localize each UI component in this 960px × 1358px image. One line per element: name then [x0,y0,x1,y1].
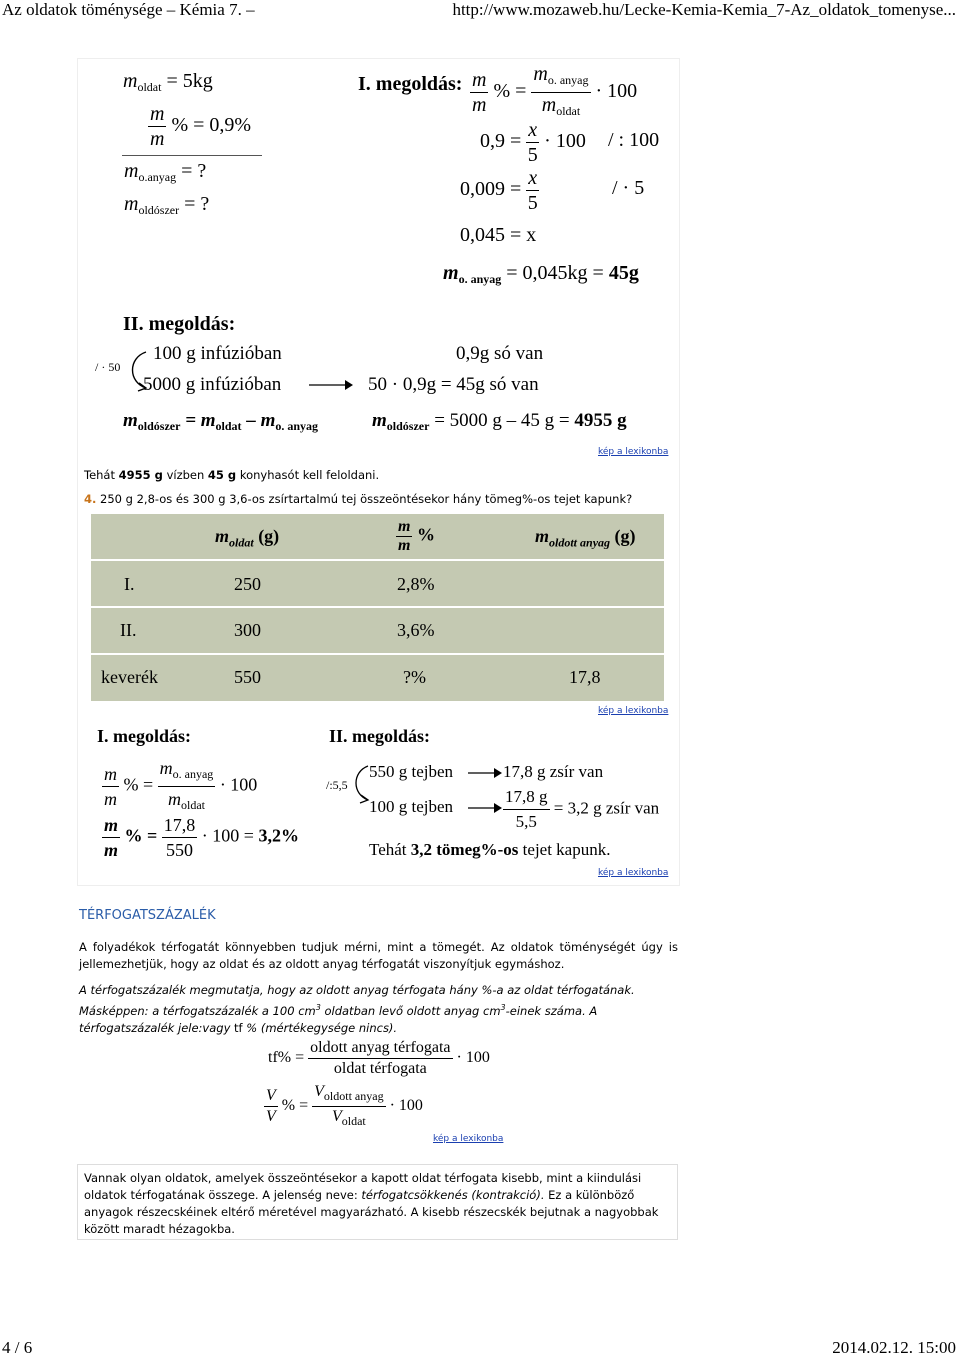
solution2-eq-left: $m_{oldószer} = m_{oldat} - m_{o. anyag}$ [123,410,319,433]
table-divider [91,653,664,655]
lexicon-link-2[interactable]: kép a lexikonba [598,706,669,716]
given-m-oldoszer: $m_{oldószer}$ = ? [124,193,210,217]
given-m-oldat: $m_{oldat} = 5kg$ [123,70,213,94]
solution1-title: I. megoldás: [358,73,463,95]
table-row-label: I. [124,574,135,594]
browser-page-url: http://www.mozaweb.hu/Lecke-Kemia-Kemia_7-Az_oldatok_tomenyse... [452,0,956,19]
solution1-row4: 0,045 = x [460,224,537,246]
table-row-label: keverék [101,667,158,687]
solution2-divider-label: / · 50 [95,360,121,374]
table-cell: 250 [234,574,261,594]
note-box [77,1164,678,1240]
question-4: 4. 250 g 2,8-os és 300 g 3,6-os zsírtartalmú tej összeöntésekor hány tömeg%-os tejet kapunk? [84,492,633,506]
table-row-label: II. [120,620,137,640]
section-title: TÉRFOGATSZÁZALÉK [79,908,216,923]
formula-tf-percent: tf% = $\frac{\text{oldott anyag térfogata}}{\text{oldat térfogata}}$ · 100 [268,1039,490,1077]
table-header-m-oldott: $m_{oldott anyag}$ (g) [535,526,636,550]
fig2-solution1-title: I. megoldás: [97,726,191,746]
solution2-title: II. megoldás: [123,313,236,335]
solution1-row5: $m_{o. anyag} = 0,045kg = 45g$ [443,262,639,286]
solution2-arrow [309,378,355,392]
browser-page-title: Az oldatok töménysége – Kémia 7. – [2,0,255,19]
fig2-line1-right: 17,8 g zsír van [503,762,604,781]
page-number: 4 / 6 [2,1338,33,1357]
solution1-row3-op: / · 5 [612,177,645,199]
table-cell: 17,8 [569,667,601,687]
solution2-line1-left: 100 g infúzióban [153,343,282,364]
solution2-line1-right: 0,9g só van [456,343,544,364]
fig2-line2-left: 100 g tejben [369,797,454,816]
solution2-line2-left: 5000 g infúzióban [143,374,282,395]
fig2-solution1-row2: $\frac{m}{m}$ % = $\frac{17,8}{550}$ · 100 = 3,2% [104,815,299,860]
table-header-m-oldat: $m_{oldat}$ (g) [215,526,280,550]
table-cell: 550 [234,667,261,687]
fig2-arrow-2 [468,801,504,815]
answer-3: Tehát 4955 g vízben 45 g konyhasót kell feloldani. [84,468,380,482]
solution1-row2-op: / : 100 [608,129,660,151]
table-header-mm-pct: $\frac{m}{m}$ % [398,518,435,554]
table-divider [91,559,664,561]
formula-v-percent: $\frac{V}{V}$ % = $\frac{V_{oldott anyag}}{V_{oldat}}$ · 100 [266,1083,423,1128]
fig2-solution1-row1: $\frac{m}{m}$ % = $\frac{m_{o. anyag}}{m_{oldat}}$ · 100 [104,758,258,812]
solution2-line2-right: 50 · 0,9g = 45g só van [368,374,539,395]
lexicon-link-1[interactable]: kép a lexikonba [598,447,669,457]
given-mm-pct: $\frac{m}{m}$ % = 0,9% [150,103,252,150]
fig2-solution2-title: II. megoldás: [329,726,431,746]
section-paragraph-2: A térfogatszázalék megmutatja, hogy az oldott anyag térfogata hány %-a az oldat térfogatának. Másképpen: a térfogatszázalék a 100 $cm^3$ oldatban levő oldott anyag $cm^3$-einek száma. A térfogatszázalék jele:vagy tf % (mértékegysége nincs). [79,983,635,1035]
table-cell: 300 [234,620,261,640]
section-paragraph-1: A folyadékok térfogatát könnyebben tudjuk mérni, mint a tömegét. Az oldatok töménységét úgy is jellemezhetjük, hogy az oldat és az oldott anyag térfogatát viszonyítjuk egymáshoz. [79,940,678,971]
print-datetime: 2014.02.12. 15:00 [832,1338,956,1357]
lexicon-link-3[interactable]: kép a lexikonba [598,868,669,878]
solution1-row2: 0,9 = $\frac{x}{5}$ · 100 [480,119,586,166]
fig2-line2-right: $\frac{17,8 g}{5,5}$ = 3,2 g zsír van [505,787,660,831]
solution1-row1: $\frac{m}{m}$ % = $\frac{m_{o. anyag}}{m_{oldat}}$ · 100 [472,63,638,118]
solution2-eq-right: $m_{oldószer} = 5000$ g – 45 g = 4955 g [372,410,627,433]
note-text: Vannak olyan oldatok, amelyek összeöntésekor a kapott oldat térfogata kisebb, mint a kiindulási oldatok térfogatának összege. A jelenség neve: térfogatcsökkenés (kontrakció). Ez a különböző anyagok részecskéinek eltérő méretével magyarázható. A kisebb részecskék bejutnak a nagyobbak között maradt hézagokba. [84,1171,659,1236]
fig2-arrow-1 [468,766,504,780]
fig2-conclusion: Tehát 3,2 tömeg%-os tejet kapunk. [369,840,611,859]
given-m-oanyag: $m_{o.anyag}$ = ? [124,160,207,184]
solution1-row3: 0,009 = $\frac{x}{5}$ [460,167,538,214]
given-divider [122,155,262,156]
table-cell: 2,8% [397,574,435,594]
data-table [91,514,664,701]
lexicon-link-4[interactable]: kép a lexikonba [433,1134,504,1144]
table-cell: ?% [403,667,426,687]
table-cell: 3,6% [397,620,435,640]
fig2-line1-left: 550 g tejben [369,762,454,781]
table-divider [91,606,664,608]
fig2-solution2-divider-label: /:5,5 [326,778,348,792]
